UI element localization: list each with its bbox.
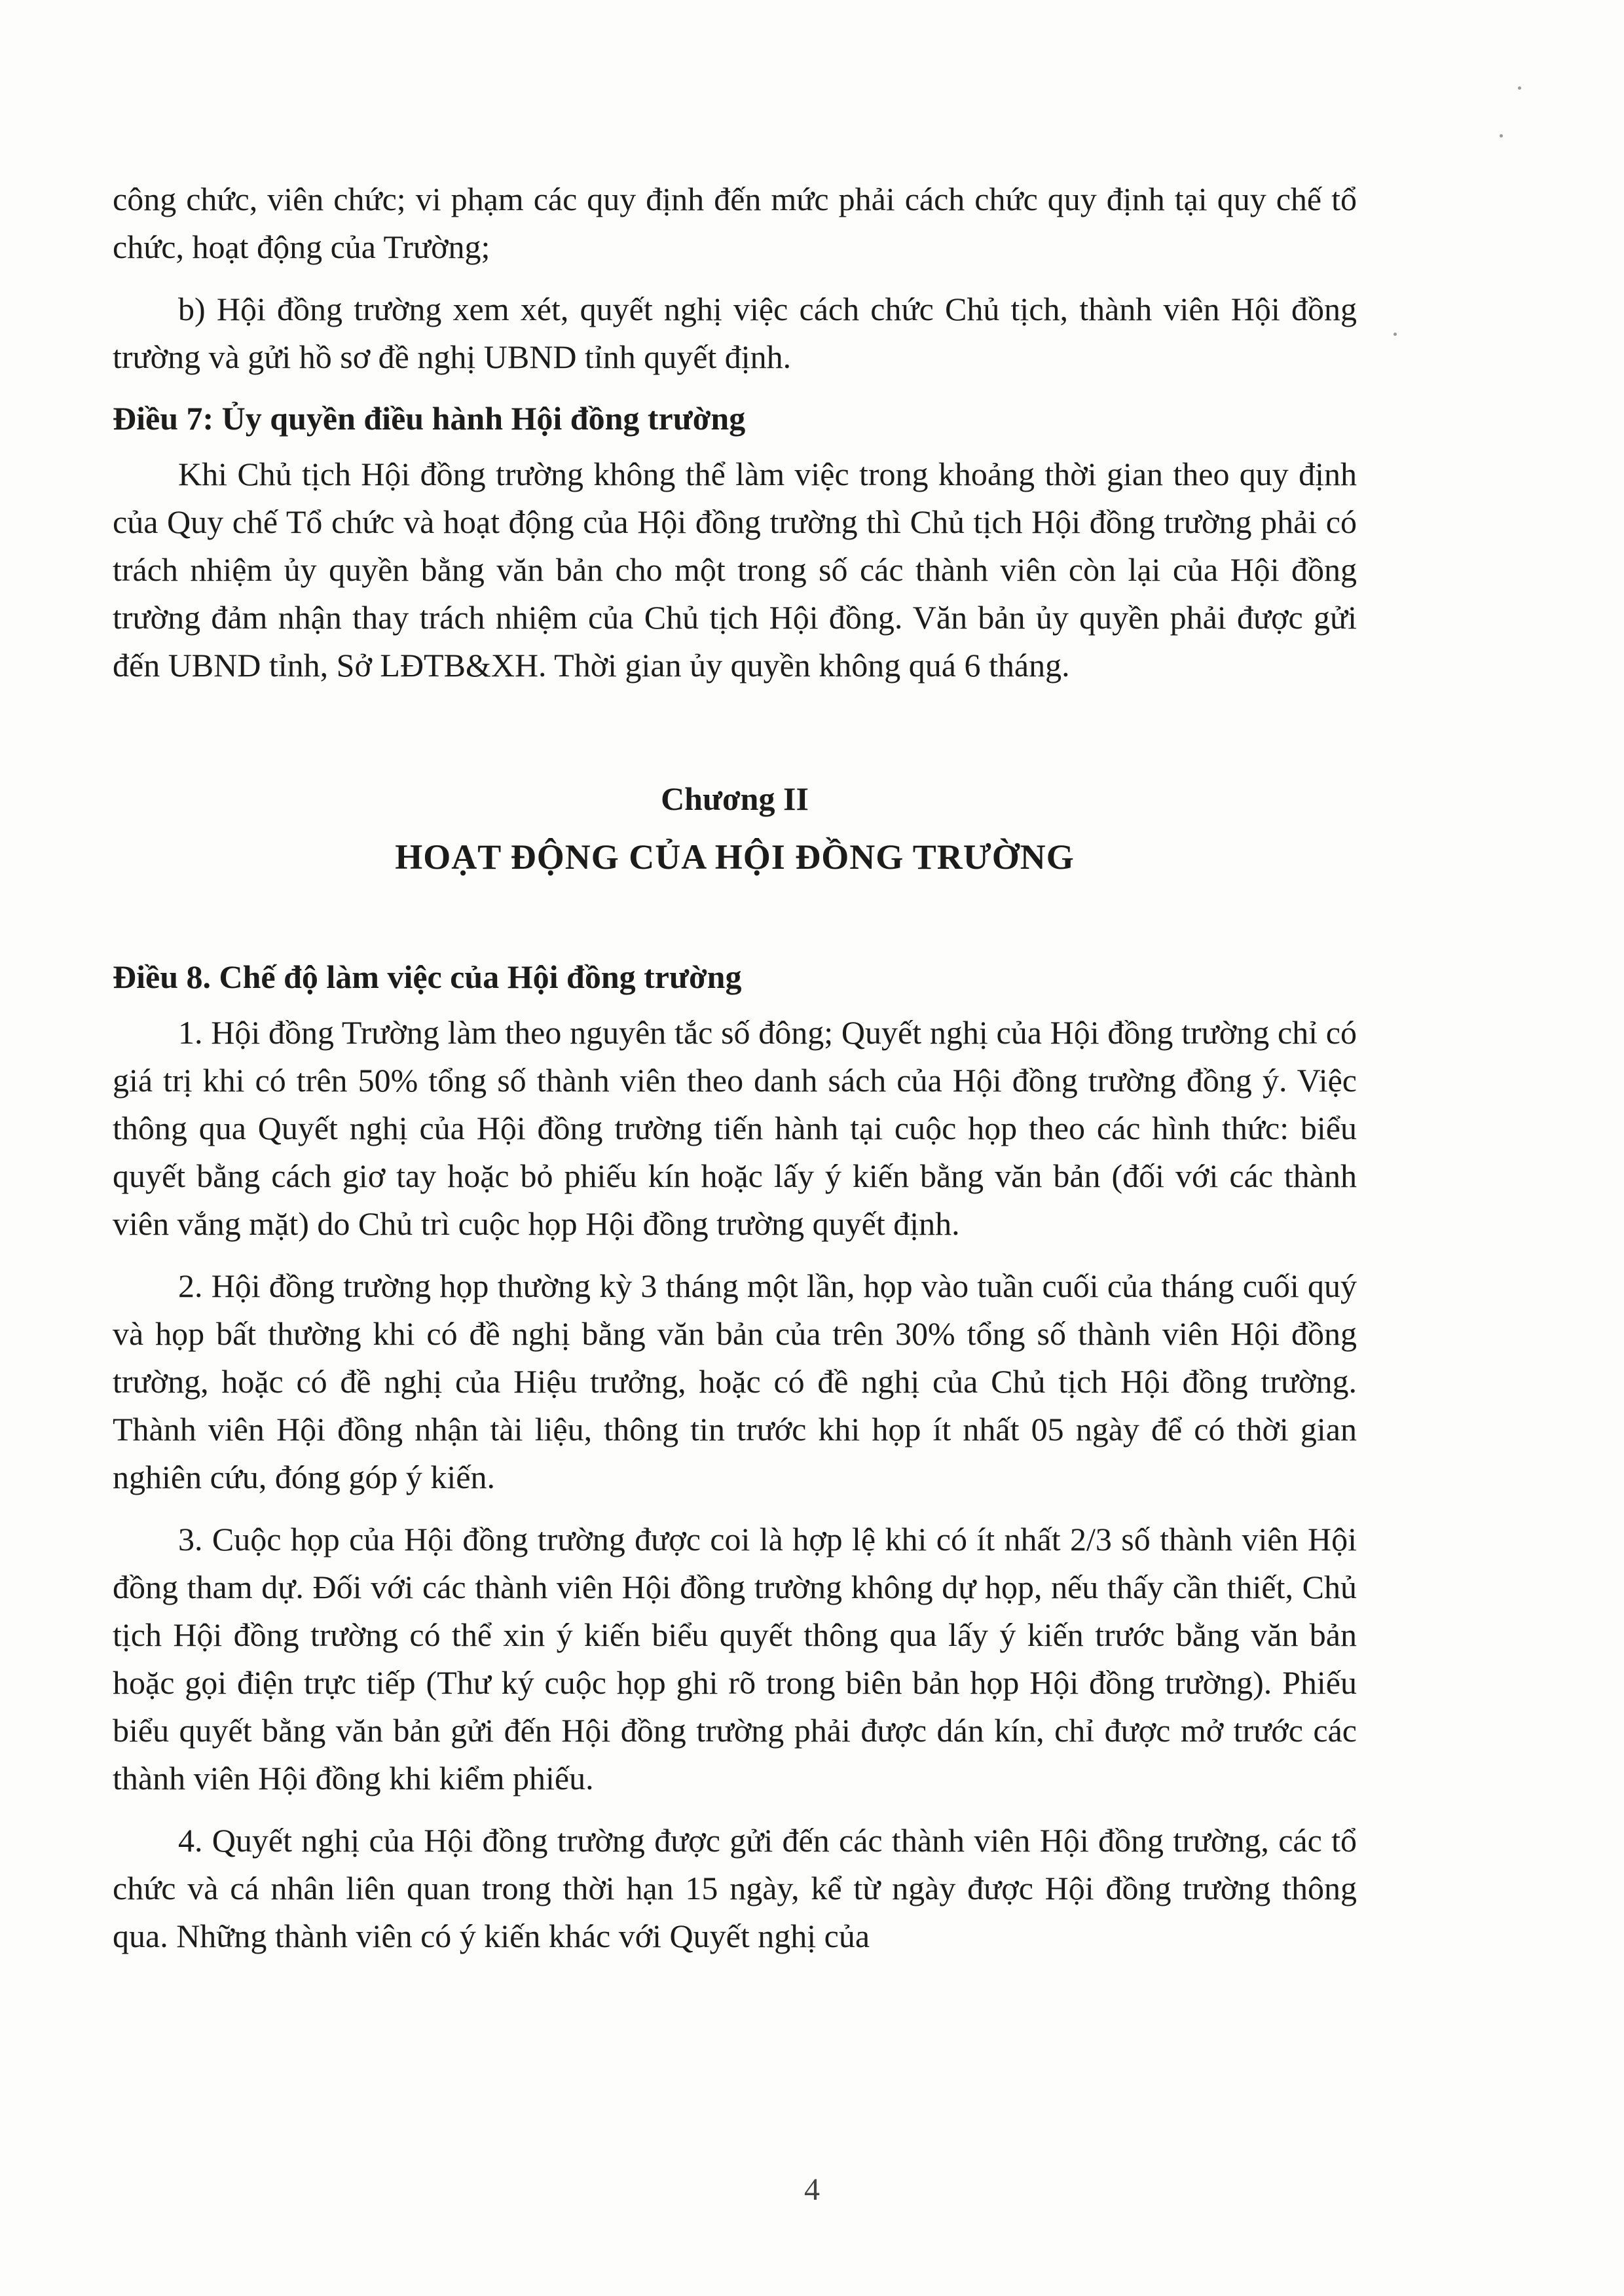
document-body — [113, 175, 1357, 1975]
article-8-heading: Điều 8. Chế độ làm việc của Hội đồng trường — [113, 958, 742, 995]
article-8-clause-1: 1. Hội đồng Trường làm theo nguyên tắc số đông; Quyết nghị của Hội đồng trường chỉ có giá trị khi có trên 50% tổng số thành viên theo danh sách của Hội đồng trường đồng ý. Việc thông qua Quyết nghị của Hội đồng trường tiến hành tại cuộc họp theo các hình thức: biểu quyết bằng cách giơ tay hoặc bỏ phiếu kín hoặc lấy ý kiến bằng văn bản (đối với các thành viên vắng mặt) do Chủ trì cuộc họp Hội đồng trường quyết định. — [113, 1014, 1357, 1242]
article-8-clause-4: 4. Quyết nghị của Hội đồng trường được gửi đến các thành viên Hội đồng trường, các tổ chức và cá nhân liên quan trong thời hạn 15 ngày, kể từ ngày được Hội đồng trường thông qua. Những thành viên có ý kiến khác với Quyết nghị của — [113, 1822, 1357, 1954]
paragraph-item-b: b) Hội đồng trường xem xét, quyết nghị việc cách chức Chủ tịch, thành viên Hội đồng trường và gửi hồ sơ đề nghị UBND tỉnh quyết định. — [113, 291, 1357, 375]
article-7-paragraph: Khi Chủ tịch Hội đồng trường không thể làm việc trong khoảng thời gian theo quy định của Quy chế Tổ chức và hoạt động của Hội đồng trường thì Chủ tịch Hội đồng trường phải có trách nhiệm ủy quyền bằng văn bản cho một trong số các thành viên còn lại của Hội đồng trường đảm nhận thay trách nhiệm của Chủ tịch Hội đồng. Văn bản ủy quyền phải được gửi đến UBND tỉnh, Sở LĐTB&XH. Thời gian ủy quyền không quá 6 tháng. — [113, 456, 1357, 683]
page-number: 4 — [804, 2172, 820, 2207]
scan-speck — [1500, 134, 1503, 137]
paragraph-continuation: công chức, viên chức; vi phạm các quy định đến mức phải cách chức quy định tại quy chế tổ chức, hoạt động của Trường; — [113, 181, 1357, 265]
scan-speck — [1518, 86, 1521, 90]
article-8-clause-3: 3. Cuộc họp của Hội đồng trường được coi là hợp lệ khi có ít nhất 2/3 số thành viên Hội đồng tham dự. Đối với các thành viên Hội đồng trường không dự họp, nếu thấy cần thiết, Chủ tịch Hội đồng trường có thể xin ý kiến biểu quyết thông qua lấy ý kiến trước bằng văn bản hoặc gọi điện trực tiếp (Thư ký cuộc họp ghi rõ trong biên bản họp Hội đồng trường). Phiếu biểu quyết bằng văn bản gửi đến Hội đồng trường phải được dán kín, chỉ được mở trước các thành viên Hội đồng khi kiểm phiếu. — [113, 1521, 1357, 1796]
article-7-heading: Điều 7: Ủy quyền điều hành Hội đồng trường — [113, 400, 746, 437]
article-8-clause-2: 2. Hội đồng trường họp thường kỳ 3 tháng một lần, họp vào tuần cuối của tháng cuối quý và họp bất thường khi có đề nghị bằng văn bản của trên 30% tổng số thành viên Hội đồng trường, hoặc có đề nghị của Hiệu trưởng, hoặc có đề nghị của Chủ tịch Hội đồng trường. Thành viên Hội đồng nhận tài liệu, thông tin trước khi họp ít nhất 05 ngày để có thời gian nghiên cứu, đóng góp ý kiến. — [113, 1267, 1357, 1495]
chapter-label: Chương II — [661, 780, 809, 817]
chapter-title: HOẠT ĐỘNG CỦA HỘI ĐỒNG TRƯỜNG — [395, 837, 1075, 877]
scan-speck — [1393, 333, 1397, 336]
